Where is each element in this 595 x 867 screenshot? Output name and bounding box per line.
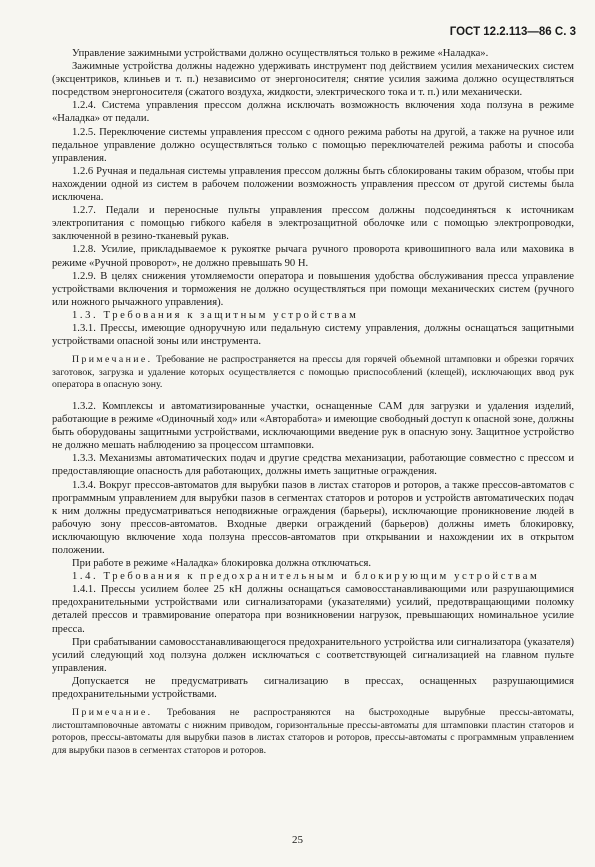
clause-1-3-4: 1.3.4. Вокруг прессов-автоматов для вырубки пазов в листах статоров и роторов, а также прессов-автоматов с программным управлением для вырубки пазов в сегментах статоров и роторов и устройств автоматических подач к ним должны предусматриваться неподвижные ограждения (барьеры), исключающие проникновение людей в рабочую зону прессов-автоматов. Входные дверки ограждений (барьеров) должны иметь блокировку, исключающую включение хода ползуна прессов-автоматов при открывании и нахождении их в открытом положении.	[52, 479, 574, 556]
section-heading-1-3: 1.3. Требования к защитным устройствам	[72, 309, 359, 321]
page-header: ГОСТ 12.2.113—86 С. 3	[449, 26, 576, 38]
clause-1-4-1: 1.4.1. Прессы усилием более 25 кН должны оснащаться самовосстанавливающими или разрушающимися предохранительными устройствами или сигнализаторами (указателями) усилий, предотвращающими поломку деталей прессов и травмирование оператора при возникновении нагрузок, превышающих номинальное усилие пресса.	[52, 584, 574, 635]
clause-1-2-6: 1.2.6 Ручная и педальная системы управления прессом должны быть сблокированы таким образом, чтобы при нахождении одной из систем в рабочем положении возможность управления прессом от другой системы была исключена.	[52, 165, 574, 204]
paragraph: При срабатывании самовосстанавливающегося предохранительного устройства или сигнализатора (указателя) усилий следующий ход ползуна должен исключаться с соответствующей сигнализацией на главном пульте управления.	[52, 636, 574, 674]
paragraph: Зажимные устройства должны надежно удерживать инструмент под действием усилия механических систем (эксцентриков, клиньев и т. п.) независимо от энергоносителя; снятие усилия зажима должно осуществляться посредством энергоносителя (сжатого воздуха, жидкости, электрического тока и т. п.) или механически.	[52, 61, 574, 99]
clause-1-2-8: 1.2.8. Усилие, прикладываемое к рукоятке рычага ручного проворота кривошипного вала или маховика в режиме «Ручной проворот», не должно превышать 90 Н.	[52, 244, 574, 269]
document-page	[52, 26, 574, 765]
note-text: Требования не распространяются на быстроходные вырубные прессы-автоматы, листоштамповочные автоматы с нижним приводом, горизонтальные прессы-автоматы для штамповки пластин статоров и роторов, прессы-автоматы для вырубки пазов в листах статоров и роторов, прессы-автоматы с программным управлением для вырубки пазов в сегментах статоров и роторов.	[52, 707, 575, 756]
clause-1-3-1: 1.3.1. Прессы, имеющие одноручную или педальную систему управления, должны оснащаться защитными устройствами опасной зоны или инструмента.	[52, 322, 574, 348]
section-heading-1-4: 1.4. Требования к предохранительным и блокирующим устройствам	[72, 571, 540, 583]
clause-1-2-4: 1.2.4. Система управления прессом должна исключать возможность включения хода ползуна в режиме «Наладка» от педали.	[52, 100, 574, 125]
page-number: 25	[292, 834, 303, 846]
clause-1-2-9: 1.2.9. В целях снижения утомляемости оператора и повышения удобства обслуживания пресса управление устройствами включения и торможения не должно осуществляться при помощи механических систем (ручного или ножного рычажного управления).	[52, 270, 574, 308]
paragraph: Допускается не предусматривать сигнализацию в прессах, оснащенных разрушающимися предохранительными устройствами.	[52, 675, 574, 700]
clause-1-2-7: 1.2.7. Педали и переносные пульты управления прессом должны подсоединяться к источникам электропитания с помощью гибкого кабеля в электрозащитной оболочке или с помощью электропроводки, заключенной в резино-тканевый рукав.	[52, 205, 574, 243]
paragraph: При работе в режиме «Наладка» блокировка должна отключаться.	[72, 558, 372, 570]
note-1	[52, 354, 574, 392]
note-text: Требование не распространяется на прессы для горячей объемной штамповки и обрезки горячих заготовок, загрузка и удаление которых осуществляется с помощью приспособлений (клещей), исключающих ввод рук оператора в опасную зону.	[52, 354, 574, 391]
note-label: Примечание.	[72, 707, 153, 719]
clause-1-3-3: 1.3.3. Механизмы автоматических подач и другие средства механизации, работающие совместно с прессом и предоставляющие опасность для работающих, должны иметь защитные ограждения.	[52, 453, 574, 478]
clause-1-2-5: 1.2.5. Переключение системы управления прессом с одного режима работы на другой, а также на ручное или педальное управление должно осуществляться только с помощью переключателей режима работы и способа управления.	[52, 126, 574, 164]
note-label: Примечание.	[72, 354, 153, 366]
note-2	[52, 707, 574, 757]
clause-1-3-2: 1.3.2. Комплексы и автоматизированные участки, оснащенные САМ для загрузки и удаления изделий, работающие в режиме «Одиночный ход» или «Авторабота» и имеющие свободный доступ к опасной зоне, должны быть оборудованы защитными устройствами, исключающими введение рук в опасную зону. Защитное устройство не должно мешать наблюдению за процессом штамповки.	[52, 400, 574, 452]
paragraph: Управление зажимными устройствами должно осуществляться только в режиме «Наладка».	[72, 48, 489, 59]
